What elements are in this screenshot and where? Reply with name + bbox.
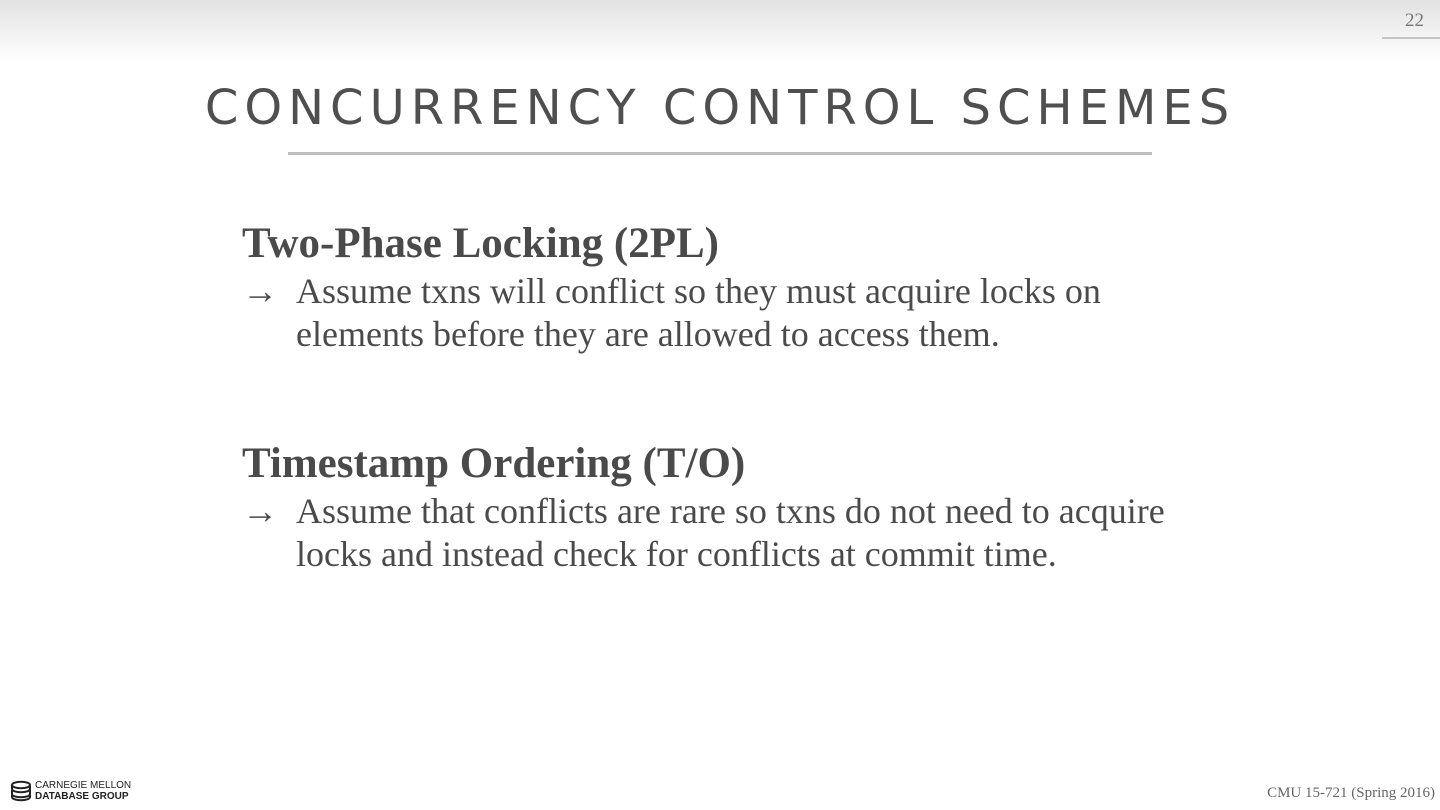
bullet-text: Assume txns will conflict so they must acquire locks on elements before they are allowed to access them.: [296, 271, 1101, 354]
cmu-db-logo: [10, 780, 131, 802]
section-2pl: [242, 218, 1222, 356]
page-number-underline: [1382, 37, 1440, 39]
logo-line-2: DATABASE GROUP: [35, 791, 129, 802]
course-label: CMU 15-721 (Spring 2016): [1267, 785, 1435, 801]
slide-content: [242, 218, 1222, 576]
section-timestamp-ordering: [242, 438, 1222, 576]
section-heading: Timestamp Ordering (T/O): [242, 440, 746, 487]
slide-title: CONCURRENCY CONTROL SCHEMES: [204, 80, 1236, 136]
bullet-item: [242, 270, 1222, 356]
page-number: 22: [1405, 10, 1424, 31]
section-heading: Two-Phase Locking (2PL): [242, 220, 719, 267]
title-divider: [288, 152, 1152, 155]
logo-line-1: CARNEGIE MELLON: [35, 780, 132, 791]
header-band: [0, 0, 1440, 62]
logo-text: [35, 780, 131, 802]
database-icon: [10, 780, 32, 802]
arrow-bullet-icon: →: [242, 271, 278, 311]
bullet-item: [242, 490, 1222, 576]
bullet-text: Assume that conflicts are rare so txns do not need to acquire locks and instead check for conflicts at commit time.: [296, 491, 1165, 574]
arrow-bullet-icon: →: [242, 491, 278, 531]
